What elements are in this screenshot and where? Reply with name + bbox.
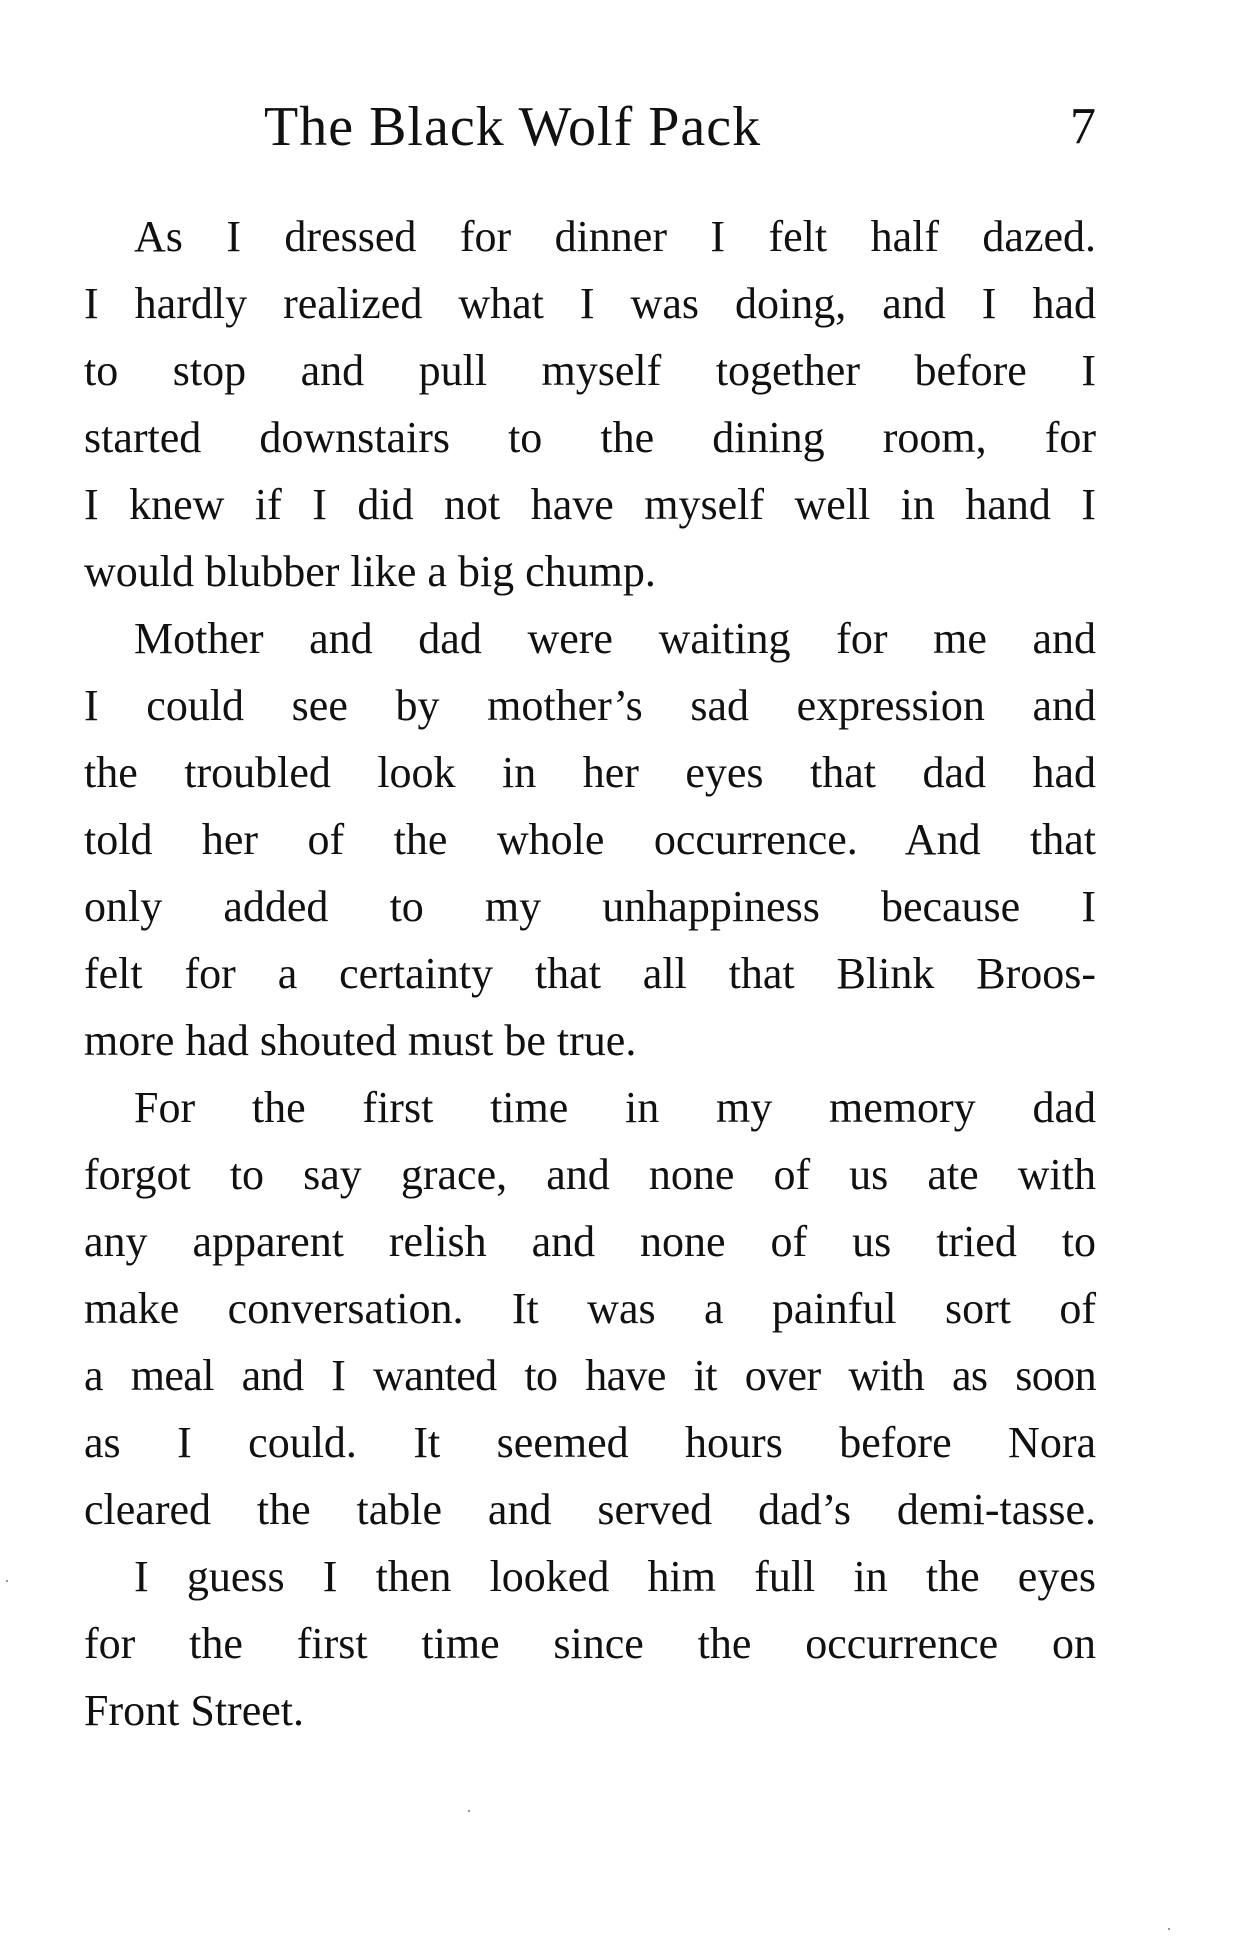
scan-speck [468, 1810, 470, 1812]
text-line: I knew if I did not have myself well in hand I [84, 480, 1096, 529]
text-line: As I dressed for dinner I felt half dazed. [134, 212, 1096, 261]
paragraph-4 [84, 1543, 1096, 1744]
text-line: felt for a certainty that all that Blink Broos- [84, 949, 1096, 998]
page-number: 7 [1070, 98, 1096, 155]
text-line: any apparent relish and none of us tried to [84, 1217, 1096, 1266]
scan-speck [1168, 1928, 1170, 1930]
body-text [84, 203, 1096, 1744]
paragraph-1 [84, 203, 1096, 605]
paragraph-3 [84, 1074, 1096, 1543]
text-line: the troubled look in her eyes that dad had [84, 748, 1096, 797]
text-line: For the first time in my memory dad [134, 1083, 1096, 1132]
text-line: a meal and I wanted to have it over with as soon [84, 1351, 1096, 1400]
running-head [84, 92, 1096, 162]
running-title: The Black Wolf Pack [264, 96, 762, 158]
text-line: told her of the whole occurrence. And that [84, 815, 1096, 864]
text-line: as I could. It seemed hours before Nora [84, 1418, 1096, 1467]
text-line: only added to my unhappiness because I [84, 882, 1096, 931]
paragraph-2 [84, 605, 1096, 1074]
text-line: Mother and dad were waiting for me and [134, 614, 1096, 663]
text-line: make conversation. It was a painful sort of [84, 1284, 1096, 1333]
scan-speck [6, 1580, 8, 1582]
text-line: would blubber like a big chump. [84, 547, 656, 596]
text-line: for the first time since the occurrence on [84, 1619, 1096, 1668]
text-line: I guess I then looked him full in the eyes [134, 1552, 1096, 1601]
text-line: Front Street. [84, 1686, 304, 1735]
text-line: started downstairs to the dining room, for [84, 413, 1096, 462]
text-line: forgot to say grace, and none of us ate with [84, 1150, 1096, 1199]
text-line: I could see by mother’s sad expression and [84, 681, 1096, 730]
text-line: cleared the table and served dad’s demi-tasse. [84, 1485, 1096, 1534]
text-line: more had shouted must be true. [84, 1016, 637, 1065]
text-line: I hardly realized what I was doing, and I had [84, 279, 1096, 328]
text-line: to stop and pull myself together before I [84, 346, 1096, 395]
